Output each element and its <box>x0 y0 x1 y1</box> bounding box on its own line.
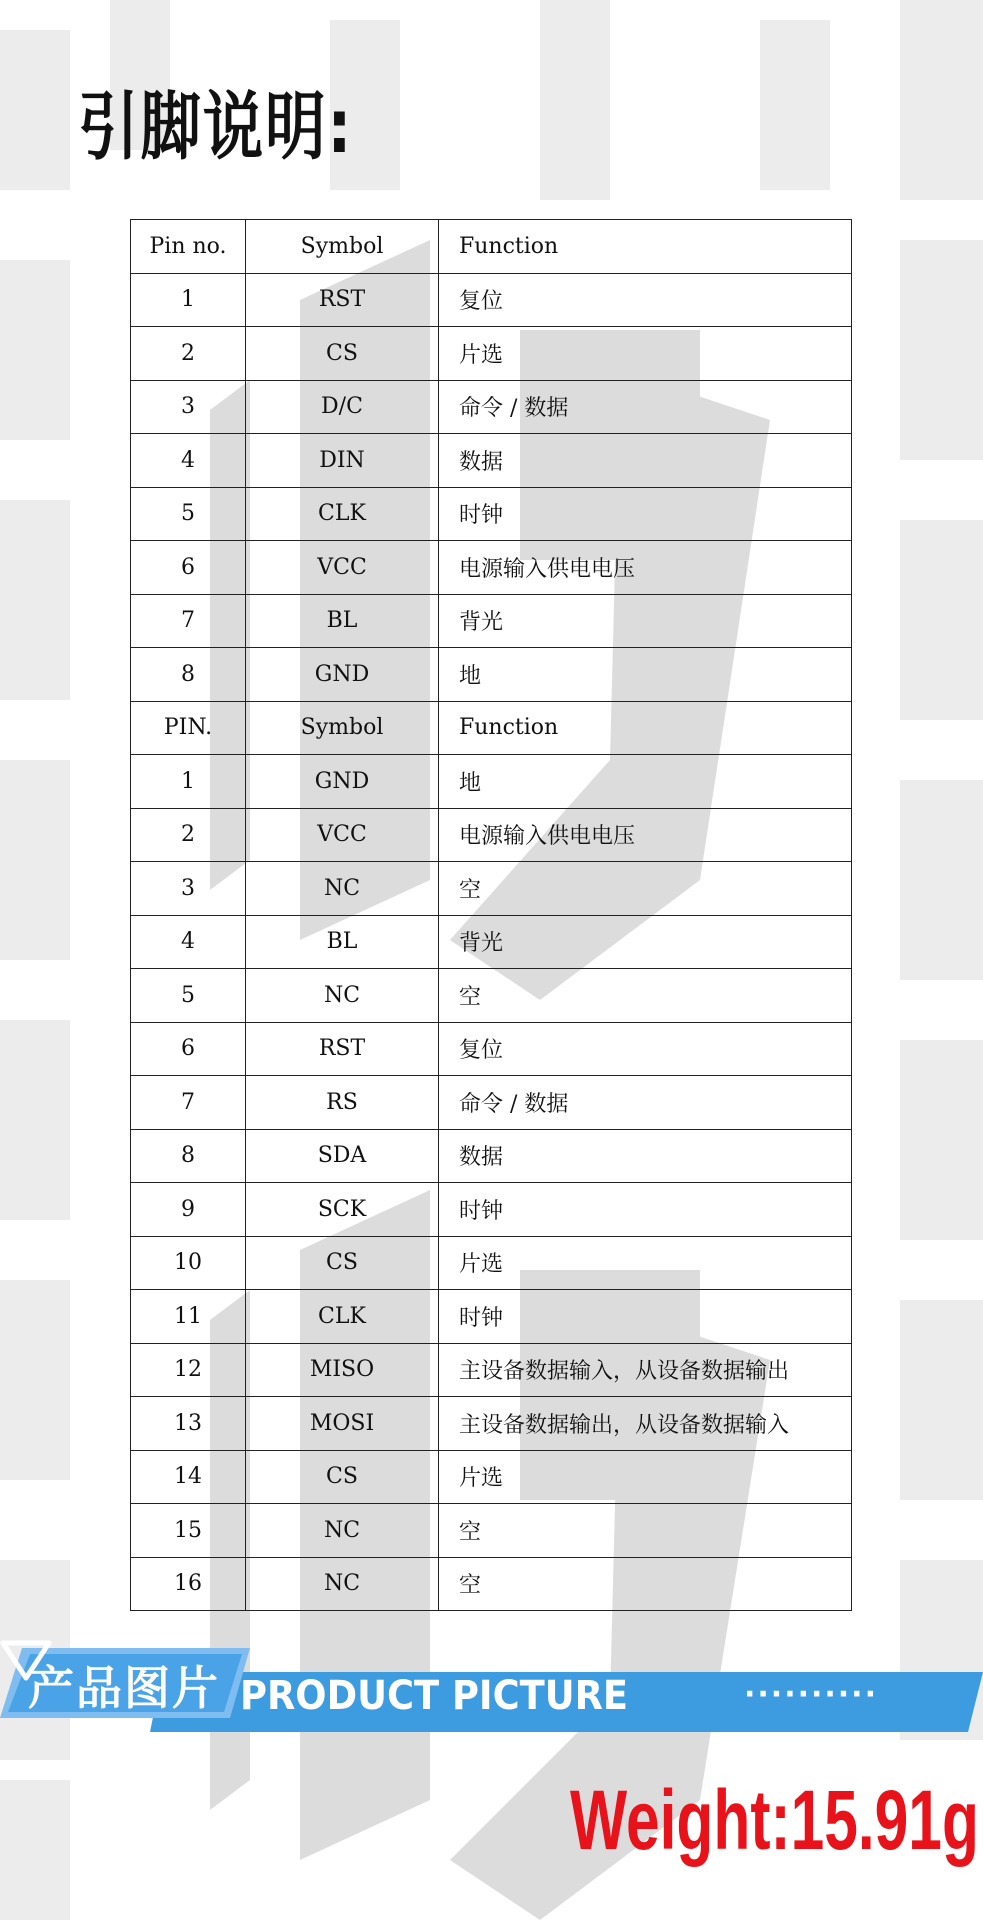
table-row <box>131 1290 852 1344</box>
pin-cell: 5 <box>131 969 246 1023</box>
function-cell: 复位 <box>439 273 852 327</box>
symbol-cell: BL <box>246 915 439 969</box>
table-row <box>131 648 852 702</box>
pin-cell: 14 <box>131 1450 246 1504</box>
banner-dots: ·········· <box>744 1677 878 1712</box>
weight-label: Weight:15.91g <box>570 1773 979 1867</box>
table-row <box>131 1343 852 1397</box>
pin-cell: 7 <box>131 594 246 648</box>
table-row <box>131 1397 852 1451</box>
table-header-row <box>131 220 852 274</box>
header-function: Function <box>439 220 852 274</box>
pin-cell: 12 <box>131 1343 246 1397</box>
header-pin: Pin no. <box>131 220 246 274</box>
symbol-cell: D/C <box>246 380 439 434</box>
function-cell: 主设备数据输入，从设备数据输出 <box>439 1343 852 1397</box>
table-row <box>131 1450 852 1504</box>
symbol-cell: CLK <box>246 487 439 541</box>
pin-cell: 15 <box>131 1504 246 1558</box>
product-picture-banner <box>0 1640 983 1740</box>
pin-cell: 2 <box>131 808 246 862</box>
table-header-row <box>131 701 852 755</box>
function-cell: 地 <box>439 648 852 702</box>
triangle-down-icon <box>0 1640 52 1682</box>
header-function: Function <box>439 701 852 755</box>
symbol-cell: MOSI <box>246 1397 439 1451</box>
table-row <box>131 1022 852 1076</box>
pin-cell: 8 <box>131 1129 246 1183</box>
banner-title-cn: 产品图片 <box>28 1661 220 1715</box>
table-row <box>131 915 852 969</box>
table-row <box>131 1236 852 1290</box>
symbol-cell: RS <box>246 1076 439 1130</box>
function-cell: 空 <box>439 862 852 916</box>
table-row <box>131 1183 852 1237</box>
symbol-cell: GND <box>246 648 439 702</box>
function-cell: 命令 / 数据 <box>439 380 852 434</box>
function-cell: 电源输入供电电压 <box>439 808 852 862</box>
pin-cell: 10 <box>131 1236 246 1290</box>
page-title: 引脚说明: <box>78 84 354 170</box>
pin-cell: 4 <box>131 434 246 488</box>
pin-table <box>130 219 852 1611</box>
function-cell: 片选 <box>439 1450 852 1504</box>
function-cell: 电源输入供电电压 <box>439 541 852 595</box>
header-symbol: Symbol <box>246 220 439 274</box>
symbol-cell: CS <box>246 1450 439 1504</box>
function-cell: 时钟 <box>439 1290 852 1344</box>
table-row <box>131 487 852 541</box>
symbol-cell: NC <box>246 1557 439 1611</box>
symbol-cell: NC <box>246 1504 439 1558</box>
pin-cell: 11 <box>131 1290 246 1344</box>
header-symbol: Symbol <box>246 701 439 755</box>
header-pin: PIN. <box>131 701 246 755</box>
symbol-cell: SCK <box>246 1183 439 1237</box>
function-cell: 片选 <box>439 1236 852 1290</box>
function-cell: 背光 <box>439 915 852 969</box>
banner-title-en: PRODUCT PICTURE <box>240 1673 629 1719</box>
function-cell: 空 <box>439 1504 852 1558</box>
table-row <box>131 1557 852 1611</box>
table-row <box>131 541 852 595</box>
pin-cell: 9 <box>131 1183 246 1237</box>
pin-cell: 7 <box>131 1076 246 1130</box>
symbol-cell: NC <box>246 862 439 916</box>
symbol-cell: RST <box>246 273 439 327</box>
table-row <box>131 380 852 434</box>
table-row <box>131 808 852 862</box>
table-row <box>131 327 852 381</box>
function-cell: 背光 <box>439 594 852 648</box>
table-row <box>131 862 852 916</box>
function-cell: 空 <box>439 1557 852 1611</box>
symbol-cell: CLK <box>246 1290 439 1344</box>
symbol-cell: VCC <box>246 808 439 862</box>
pin-cell: 5 <box>131 487 246 541</box>
pin-cell: 4 <box>131 915 246 969</box>
function-cell: 时钟 <box>439 487 852 541</box>
symbol-cell: VCC <box>246 541 439 595</box>
function-cell: 主设备数据输出，从设备数据输入 <box>439 1397 852 1451</box>
function-cell: 地 <box>439 755 852 809</box>
pin-cell: 8 <box>131 648 246 702</box>
symbol-cell: GND <box>246 755 439 809</box>
table-row <box>131 1129 852 1183</box>
table-row <box>131 969 852 1023</box>
function-cell: 命令 / 数据 <box>439 1076 852 1130</box>
pin-cell: 3 <box>131 862 246 916</box>
table-row <box>131 434 852 488</box>
table-row <box>131 594 852 648</box>
symbol-cell: BL <box>246 594 439 648</box>
function-cell: 空 <box>439 969 852 1023</box>
symbol-cell: DIN <box>246 434 439 488</box>
symbol-cell: RST <box>246 1022 439 1076</box>
pin-cell: 1 <box>131 755 246 809</box>
table1-body <box>131 273 852 701</box>
function-cell: 数据 <box>439 434 852 488</box>
pin-cell: 3 <box>131 380 246 434</box>
pin-cell: 6 <box>131 1022 246 1076</box>
pin-cell: 13 <box>131 1397 246 1451</box>
function-cell: 片选 <box>439 327 852 381</box>
table2-body <box>131 755 852 1611</box>
table-row <box>131 1504 852 1558</box>
table-row <box>131 1076 852 1130</box>
symbol-cell: MISO <box>246 1343 439 1397</box>
function-cell: 时钟 <box>439 1183 852 1237</box>
function-cell: 复位 <box>439 1022 852 1076</box>
symbol-cell: SDA <box>246 1129 439 1183</box>
symbol-cell: NC <box>246 969 439 1023</box>
symbol-cell: CS <box>246 1236 439 1290</box>
pin-cell: 16 <box>131 1557 246 1611</box>
pin-cell: 2 <box>131 327 246 381</box>
pin-cell: 1 <box>131 273 246 327</box>
symbol-cell: CS <box>246 327 439 381</box>
function-cell: 数据 <box>439 1129 852 1183</box>
pin-cell: 6 <box>131 541 246 595</box>
table-row <box>131 755 852 809</box>
table-row <box>131 273 852 327</box>
